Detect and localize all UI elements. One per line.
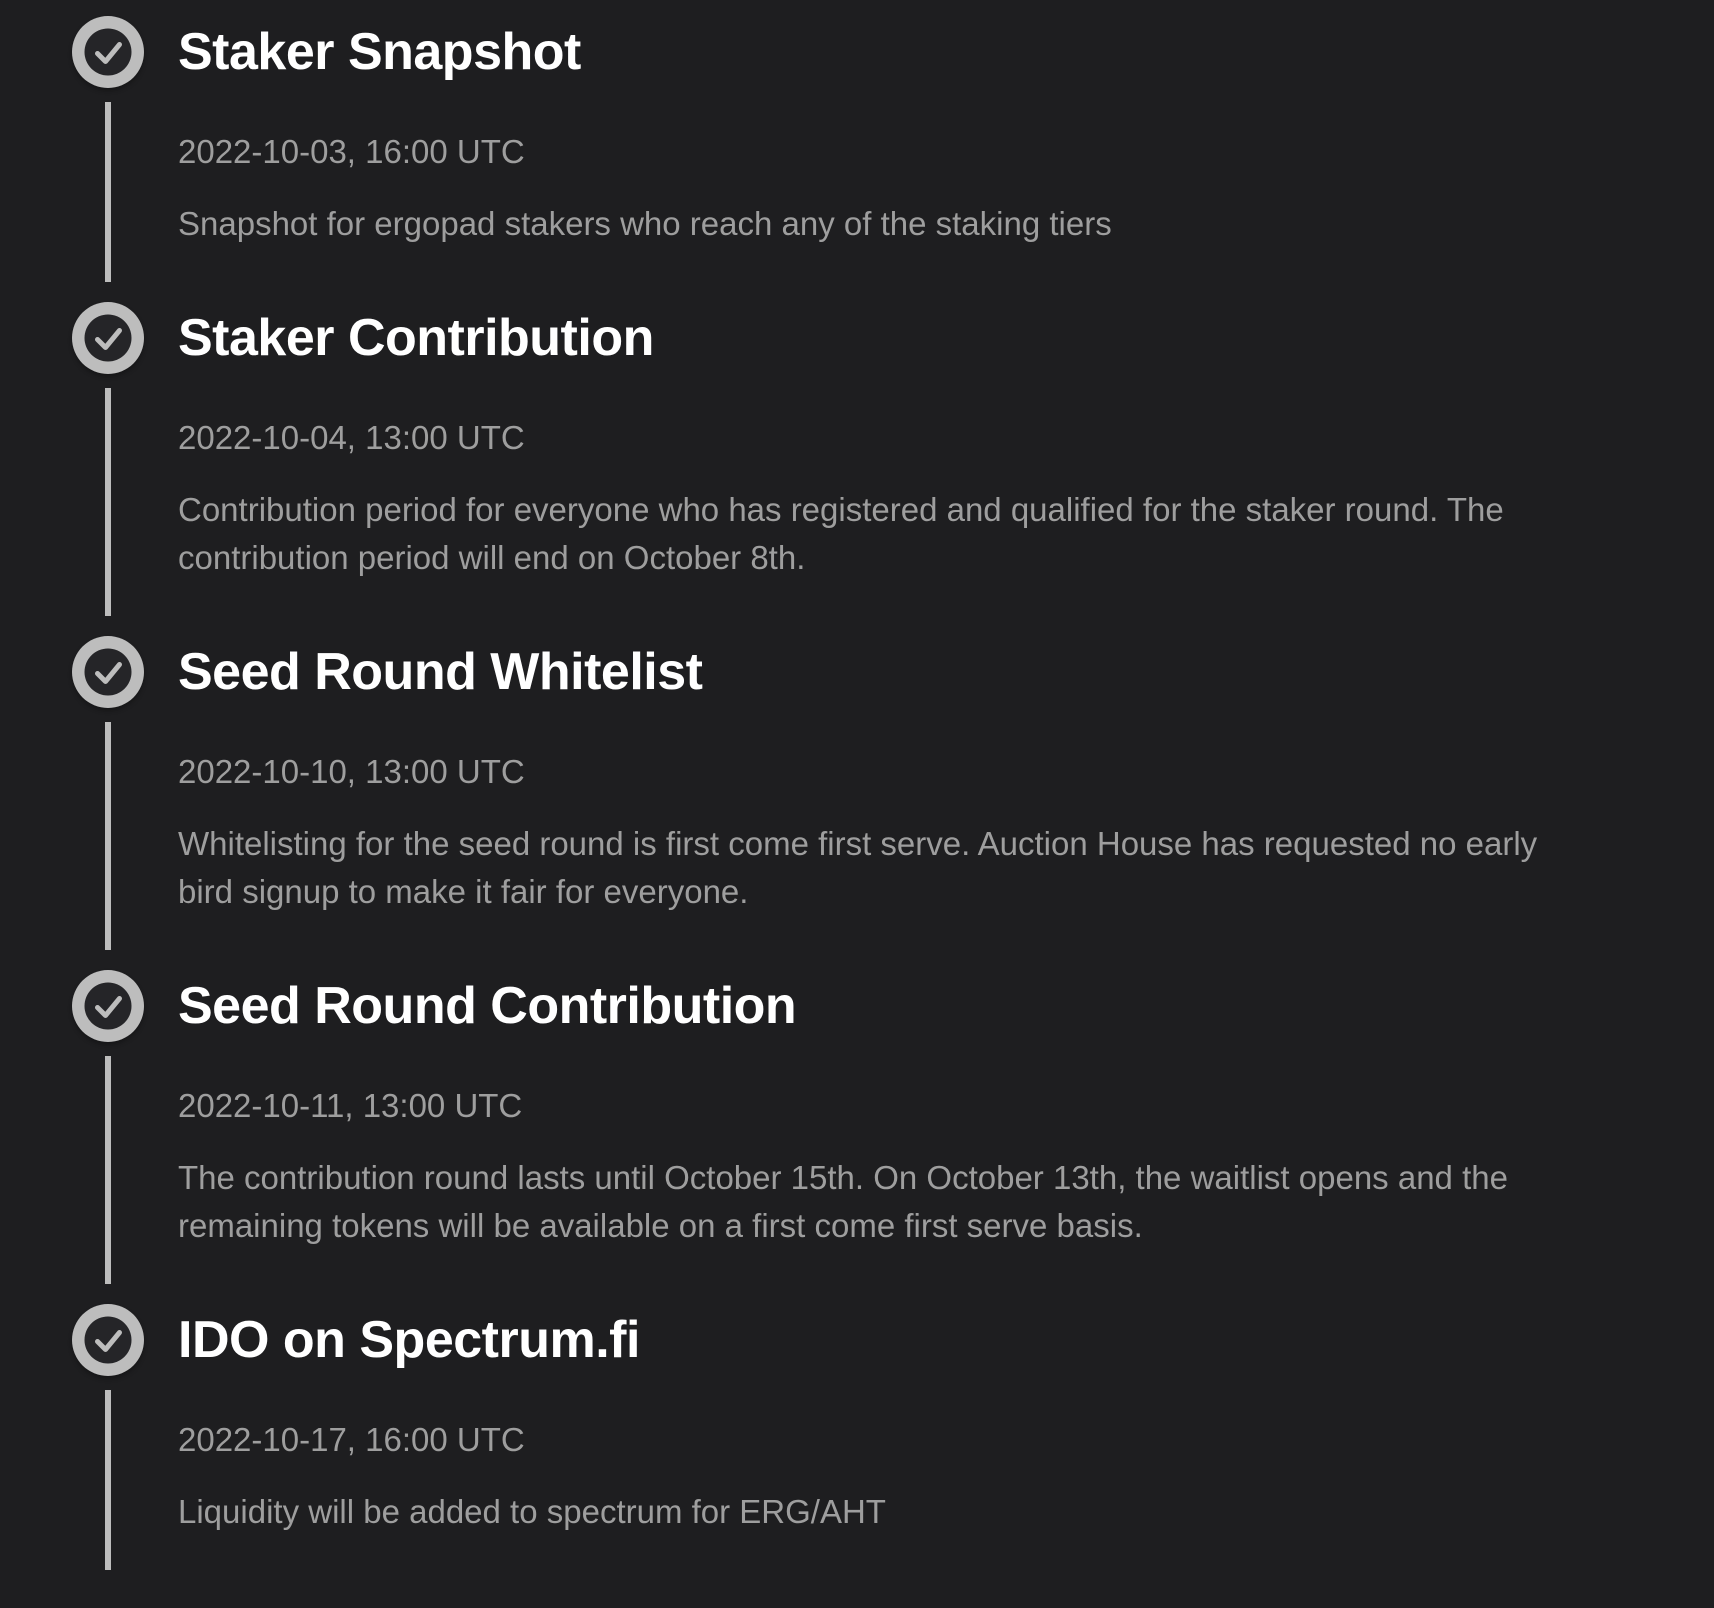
timeline-item-body: [178, 128, 1550, 302]
check-circle-icon: [72, 302, 144, 374]
timeline-item-description: Contribution period for everyone who has registered and qualified for the staker round. The contribution period will end on October 8th.: [178, 491, 1504, 576]
timeline-item-title: Seed Round Whitelist: [178, 643, 703, 701]
timeline-item-description: The contribution round lasts until October 15th. On October 13th, the waitlist opens and the remaining tokens will be available on a first come first serve basis.: [178, 1159, 1508, 1244]
timeline-item-body: [178, 748, 1550, 970]
timeline-item: [72, 970, 1714, 1304]
timeline-item-datetime: 2022-10-03, 16:00 UTC: [178, 133, 525, 170]
timeline-item-content: [178, 16, 1550, 302]
timeline-item-datetime: 2022-10-10, 13:00 UTC: [178, 753, 525, 790]
timeline-item-datetime: 2022-10-17, 16:00 UTC: [178, 1421, 525, 1458]
timeline-item-body: [178, 1082, 1550, 1304]
timeline-item-title: Seed Round Contribution: [178, 977, 797, 1035]
timeline-item-body: [178, 1416, 1550, 1590]
timeline-item: [72, 302, 1714, 636]
timeline-item-description: Snapshot for ergopad stakers who reach any of the staking tiers: [178, 205, 1112, 242]
timeline-item: [72, 16, 1714, 302]
timeline-connector: [105, 388, 111, 616]
check-circle-icon: [72, 16, 144, 88]
check-circle-icon: [72, 1304, 144, 1376]
timeline-connector: [105, 102, 111, 282]
timeline-separator: [72, 970, 144, 1304]
timeline-item-datetime: 2022-10-11, 13:00 UTC: [178, 1087, 523, 1124]
timeline-item: [72, 1304, 1714, 1590]
timeline-item-content: [178, 302, 1550, 636]
timeline-item-body: [178, 414, 1550, 636]
timeline-item: [72, 636, 1714, 970]
timeline-item-datetime: 2022-10-04, 13:00 UTC: [178, 419, 525, 456]
timeline-connector: [105, 1056, 111, 1284]
timeline-item-title: IDO on Spectrum.fi: [178, 1311, 640, 1369]
timeline-item-description: Whitelisting for the seed round is first come first serve. Auction House has requested no early bird signup to make it fair for everyone.: [178, 825, 1538, 910]
timeline-item-description: Liquidity will be added to spectrum for ERG/AHT: [178, 1493, 886, 1530]
check-circle-icon: [72, 636, 144, 708]
timeline-separator: [72, 1304, 144, 1590]
timeline-item-content: [178, 1304, 1550, 1590]
timeline-connector: [105, 1390, 111, 1570]
timeline-connector: [105, 722, 111, 950]
timeline-item-title: Staker Snapshot: [178, 23, 581, 81]
timeline-item-content: [178, 636, 1550, 970]
timeline-separator: [72, 636, 144, 970]
timeline-separator: [72, 302, 144, 636]
check-circle-icon: [72, 970, 144, 1042]
timeline-separator: [72, 16, 144, 302]
timeline-item-content: [178, 970, 1550, 1304]
timeline-item-title: Staker Contribution: [178, 309, 654, 367]
